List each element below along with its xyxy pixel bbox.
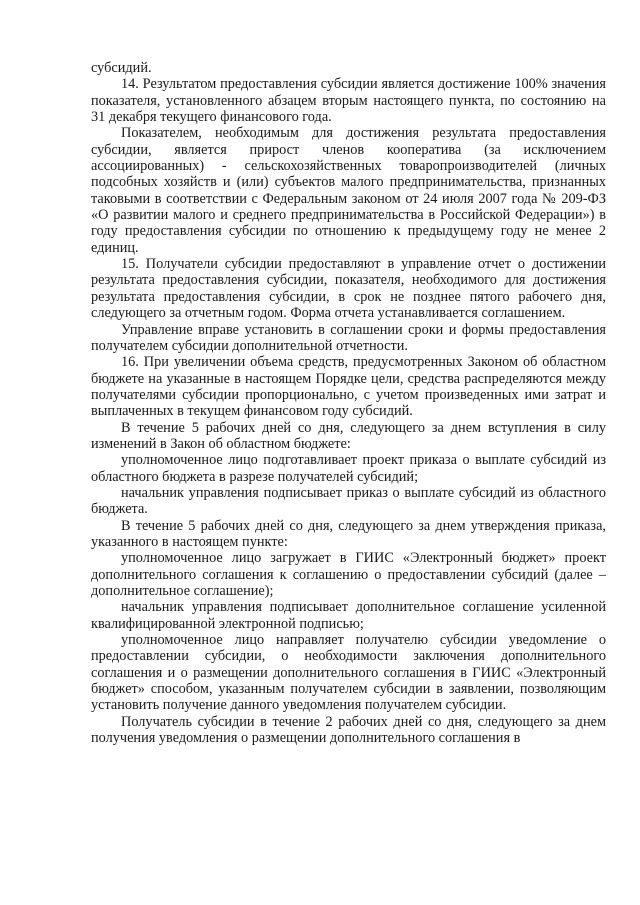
paragraph-prepare-order: уполномоченное лицо подготавливает проект приказа о выплате субсидий из областного бюджета в разрезе получателей субсидий; [91, 452, 606, 485]
paragraph-continuation: субсидий. [91, 60, 152, 76]
paragraph-indicator: Показателем, необходимым для достижения результата предоставления субсидии, является прирост членов кооператива (за исключением ассоциированных) - сельскохозяйственных товаропроизводителей (личных подсобных хозяйств и (или) субъектов малого предпринимательства, признанных таковыми в соответствии с Федеральным законом от 24 июля 2007 года № 209-ФЗ «О развитии малого и среднего предпринимательства в Российской Федерации») в году предоставления субсидии по отношению к предыдущему году не менее 2 единиц. [91, 125, 606, 256]
paragraph-within-5-days-law: В течение 5 рабочих дней со дня, следующего за днем вступления в силу изменений в Закон об областном бюджете: [91, 419, 606, 452]
paragraph-additional-reporting: Управление вправе установить в соглашении сроки и формы предоставления получателем субсидии дополнительной отчетности. [91, 321, 606, 354]
paragraph-within-5-days-order: В течение 5 рабочих дней со дня, следующего за днем утверждения приказа, указанного в настоящем пункте: [91, 517, 606, 550]
document-body [91, 60, 606, 746]
paragraph-sign-agreement: начальник управления подписывает дополнительное соглашение усиленной квалифицированной электронной подписью; [91, 599, 606, 632]
paragraph-sign-order: начальник управления подписывает приказ о выплате субсидий из областного бюджета. [91, 484, 606, 518]
paragraph-recipient-deadline: Получатель субсидии в течение 2 рабочих дней со дня, следующего за днем получения уведомления о размещении дополнительного соглашения в [91, 713, 606, 747]
paragraph-send-notification: уполномоченное лицо направляет получателю субсидии уведомление о предоставлении субсидии, о необходимости заключения дополнительного соглашения и о размещении дополнительного соглашения в ГИИС «Электронный бюджет» способом, указанным получателем субсидии в заявлении, позволяющим установить получение данного уведомления получателем субсидии. [91, 632, 606, 714]
paragraph-upload-agreement: уполномоченное лицо загружает в ГИИС «Электронный бюджет» проект дополнительного соглашения к соглашению о предоставлении субсидий (далее – дополнительное соглашение); [91, 550, 606, 599]
paragraph-item-16: 16. При увеличении объема средств, предусмотренных Законом об областном бюджете на указанные в настоящем Порядке цели, средства распределяются между получателями субсидии пропорционально, с учетом произведенных ими затрат и выплаченных в текущем финансовом году субсидий. [91, 354, 606, 420]
paragraph-item-15: 15. Получатели субсидии предоставляют в управление отчет о достижении результата предоставления субсидии, показателя, необходимого для достижения результата предоставления субсидии, в срок не позднее пятого рабочего дня, следующего за отчетным годом. Форма отчета устанавливается соглашением. [91, 256, 606, 322]
paragraph-item-14: 14. Результатом предоставления субсидии является достижение 100% значения показателя, установленного абзацем вторым настоящего пункта, по состоянию на 31 декабря текущего финансового года. [91, 76, 606, 126]
